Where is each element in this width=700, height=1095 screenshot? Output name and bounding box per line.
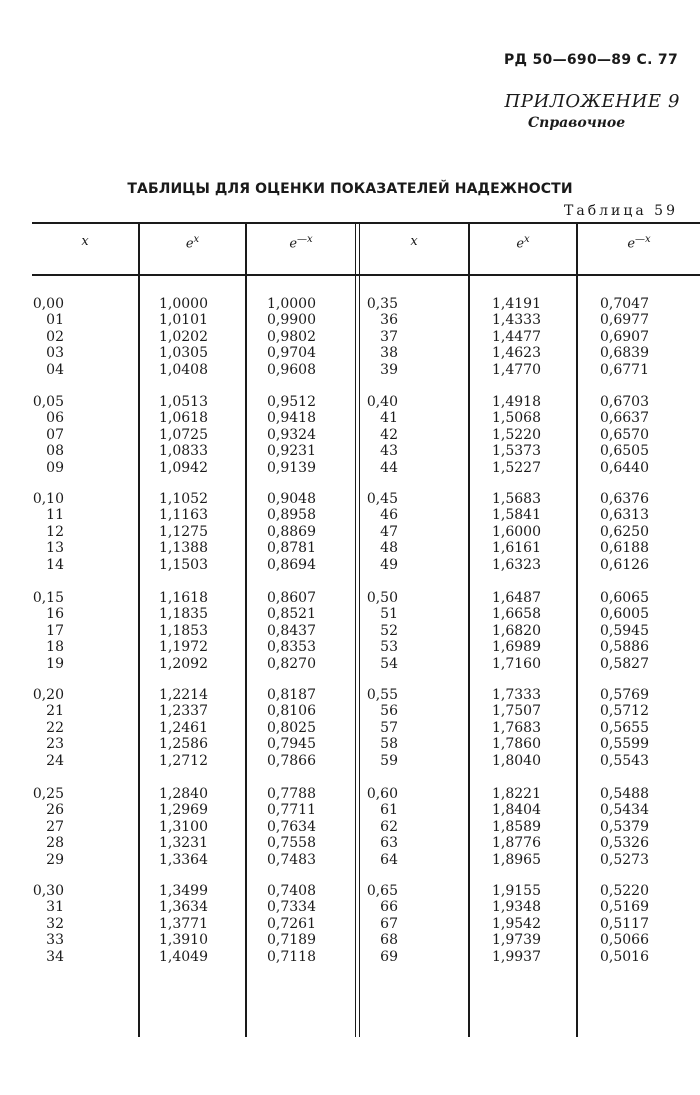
table-cell: 0,6188 <box>600 540 649 557</box>
table-cell: 13 <box>46 540 64 557</box>
exp-value-column <box>159 786 239 868</box>
table-cell: 61 <box>380 802 398 819</box>
table-cell: 51 <box>380 606 398 623</box>
table-cell: 52 <box>380 622 398 639</box>
table-cell: 1,2969 <box>159 802 208 819</box>
table-cell: 0,9048 <box>267 491 316 507</box>
table-cell: 28 <box>46 835 64 852</box>
table-cell: 0,7189 <box>267 932 316 949</box>
table-cell: 1,3231 <box>159 835 208 852</box>
table-header-rule <box>32 274 700 276</box>
table-cell: 31 <box>46 899 64 916</box>
table-cell: 01 <box>46 312 64 329</box>
table-cell: 1,2712 <box>159 752 208 769</box>
table-cell: 0,8437 <box>267 622 316 639</box>
table-cell: 1,7160 <box>492 655 541 672</box>
header-x-left: x <box>81 234 89 249</box>
x-value-column <box>32 590 64 672</box>
table-cell: 0,9324 <box>267 426 316 443</box>
table-cell: 0,6505 <box>600 443 649 460</box>
table-cell: 0,6376 <box>600 491 649 507</box>
x-value-column <box>32 296 64 378</box>
table-cell: 0,20 <box>32 687 64 703</box>
table-cell: 1,2461 <box>159 719 208 736</box>
header-ex-left: $e^x$ <box>185 234 200 252</box>
table-cell: 0,5769 <box>600 687 649 703</box>
table-cell: 59 <box>380 752 398 769</box>
exp-neg-value-column <box>600 296 680 378</box>
table-cell: 0,60 <box>366 786 398 802</box>
table-cell: 0,30 <box>32 883 64 899</box>
x-value-column <box>32 491 64 573</box>
table-cell: 0,6839 <box>600 345 649 362</box>
table-cell: 62 <box>380 818 398 835</box>
table-cell: 0,6313 <box>600 507 649 524</box>
exp-value-column <box>492 394 572 476</box>
table-cell: 0,5066 <box>600 932 649 949</box>
table-cell: 0,5543 <box>600 752 649 769</box>
table-cell: 0,00 <box>32 296 64 312</box>
table-cell: 04 <box>46 361 64 378</box>
table-cell: 0,7788 <box>267 786 316 802</box>
table-cell: 23 <box>46 736 64 753</box>
table-cell: 16 <box>46 606 64 623</box>
exp-neg-value-column <box>267 590 347 672</box>
table-cell: 1,6323 <box>492 556 541 573</box>
table-cell: 17 <box>46 622 64 639</box>
exp-neg-value-column <box>267 296 347 378</box>
exp-neg-value-column <box>267 786 347 868</box>
x-value-column <box>362 687 398 769</box>
exp-neg-value-column <box>600 786 680 868</box>
table-cell: 1,6820 <box>492 622 541 639</box>
table-cell: 1,5220 <box>492 426 541 443</box>
table-cell: 0,5945 <box>600 622 649 639</box>
x-value-column <box>362 590 398 672</box>
table-cell: 06 <box>46 410 64 427</box>
table-cell: 1,0618 <box>159 410 208 427</box>
table-cell: 0,8353 <box>267 639 316 656</box>
table-cell: 1,3364 <box>159 851 208 868</box>
exp-value-column <box>492 296 572 378</box>
table-cell: 1,5373 <box>492 443 541 460</box>
table-cell: 0,9231 <box>267 443 316 460</box>
table-cell: 1,2337 <box>159 703 208 720</box>
table-cell: 0,9139 <box>267 459 316 476</box>
table-cell: 19 <box>46 655 64 672</box>
row-group <box>0 296 700 384</box>
table-cell: 1,4049 <box>159 948 208 965</box>
table-cell: 1,1388 <box>159 540 208 557</box>
table-cell: 0,8958 <box>267 507 316 524</box>
table-cell: 0,05 <box>32 394 64 410</box>
table-cell: 0,8270 <box>267 655 316 672</box>
table-cell: 0,9900 <box>267 312 316 329</box>
table-cell: 1,5841 <box>492 507 541 524</box>
table-cell: 1,1618 <box>159 590 208 606</box>
x-value-column <box>32 394 64 476</box>
table-cell: 49 <box>380 556 398 573</box>
table-cell: 26 <box>46 802 64 819</box>
table-cell: 58 <box>380 736 398 753</box>
table-cell: 1,4623 <box>492 345 541 362</box>
table-cell: 33 <box>46 932 64 949</box>
x-value-column <box>32 786 64 868</box>
table-cell: 29 <box>46 851 64 868</box>
table-cell: 0,5488 <box>600 786 649 802</box>
table-cell: 0,9802 <box>267 328 316 345</box>
table-cell: 47 <box>380 523 398 540</box>
exp-value-column <box>159 394 239 476</box>
table-cell: 11 <box>46 507 64 524</box>
table-cell: 53 <box>380 639 398 656</box>
table-cell: 1,0833 <box>159 443 208 460</box>
table-cell: 64 <box>380 851 398 868</box>
table-cell: 0,8781 <box>267 540 316 557</box>
table-cell: 1,4333 <box>492 312 541 329</box>
table-cell: 38 <box>380 345 398 362</box>
table-cell: 0,7334 <box>267 899 316 916</box>
row-group <box>0 883 700 971</box>
table-cell: 42 <box>380 426 398 443</box>
exp-neg-value-column <box>600 883 680 965</box>
table-cell: 0,7866 <box>267 752 316 769</box>
table-cell: 44 <box>380 459 398 476</box>
appendix-title: ПРИЛОЖЕНИЕ 9 <box>504 91 680 112</box>
table-cell: 0,5712 <box>600 703 649 720</box>
exp-neg-value-column <box>600 687 680 769</box>
table-cell: 0,55 <box>366 687 398 703</box>
row-group <box>0 394 700 482</box>
table-cell: 37 <box>380 328 398 345</box>
exp-value-column <box>159 687 239 769</box>
table-cell: 66 <box>380 899 398 916</box>
table-cell: 0,10 <box>32 491 64 507</box>
table-cell: 0,6907 <box>600 328 649 345</box>
table-cell: 1,8776 <box>492 835 541 852</box>
table-cell: 68 <box>380 932 398 949</box>
table-cell: 1,2092 <box>159 655 208 672</box>
x-value-column <box>32 883 64 965</box>
table-cell: 1,2840 <box>159 786 208 802</box>
appendix-subtitle: Справочное <box>528 115 626 131</box>
table-cell: 0,5655 <box>600 719 649 736</box>
table-cell: 36 <box>380 312 398 329</box>
table-cell: 0,40 <box>366 394 398 410</box>
table-cell: 0,5379 <box>600 818 649 835</box>
table-cell: 0,50 <box>366 590 398 606</box>
exp-value-column <box>492 687 572 769</box>
table-cell: 69 <box>380 948 398 965</box>
table-cell: 1,4770 <box>492 361 541 378</box>
table-cell: 1,7683 <box>492 719 541 736</box>
table-cell: 1,9348 <box>492 899 541 916</box>
table-cell: 0,8025 <box>267 719 316 736</box>
table-cell: 1,4918 <box>492 394 541 410</box>
table-cell: 0,8106 <box>267 703 316 720</box>
table-cell: 1,3100 <box>159 818 208 835</box>
table-cell: 0,25 <box>32 786 64 802</box>
table-cell: 34 <box>46 948 64 965</box>
table-cell: 0,8521 <box>267 606 316 623</box>
table-cell: 1,9739 <box>492 932 541 949</box>
table-cell: 03 <box>46 345 64 362</box>
table-cell: 0,7047 <box>600 296 649 312</box>
table-cell: 1,8965 <box>492 851 541 868</box>
table-cell: 0,7408 <box>267 883 316 899</box>
x-value-column <box>362 883 398 965</box>
table-cell: 1,3499 <box>159 883 208 899</box>
table-cell: 1,0000 <box>267 296 316 312</box>
table-cell: 0,65 <box>366 883 398 899</box>
table-cell: 0,5886 <box>600 639 649 656</box>
table-cell: 0,7945 <box>267 736 316 753</box>
table-cell: 1,7333 <box>492 687 541 703</box>
table-cell: 18 <box>46 639 64 656</box>
table-cell: 1,1972 <box>159 639 208 656</box>
row-group <box>0 491 700 579</box>
table-cell: 32 <box>46 915 64 932</box>
table-cell: 0,8187 <box>267 687 316 703</box>
table-cell: 1,0000 <box>159 296 208 312</box>
table-cell: 1,6000 <box>492 523 541 540</box>
exp-neg-value-column <box>267 491 347 573</box>
table-cell: 21 <box>46 703 64 720</box>
table-cell: 1,8404 <box>492 802 541 819</box>
table-cell: 1,2214 <box>159 687 208 703</box>
table-cell: 63 <box>380 835 398 852</box>
table-cell: 1,5683 <box>492 491 541 507</box>
exp-value-column <box>492 590 572 672</box>
table-cell: 1,0202 <box>159 328 208 345</box>
table-cell: 1,7860 <box>492 736 541 753</box>
table-cell: 1,6989 <box>492 639 541 656</box>
table-cell: 1,3634 <box>159 899 208 916</box>
row-group <box>0 786 700 874</box>
header-x-right: x <box>410 234 418 249</box>
table-cell: 0,6977 <box>600 312 649 329</box>
table-cell: 1,9937 <box>492 948 541 965</box>
table-cell: 1,0942 <box>159 459 208 476</box>
table-cell: 0,7711 <box>267 802 316 819</box>
table-cell: 0,6637 <box>600 410 649 427</box>
row-group <box>0 590 700 678</box>
table-cell: 1,1853 <box>159 622 208 639</box>
x-value-column <box>362 296 398 378</box>
table-cell: 67 <box>380 915 398 932</box>
table-cell: 0,5599 <box>600 736 649 753</box>
table-cell: 0,6065 <box>600 590 649 606</box>
table-cell: 46 <box>380 507 398 524</box>
table-cell: 0,8869 <box>267 523 316 540</box>
x-value-column <box>362 491 398 573</box>
table-cell: 39 <box>380 361 398 378</box>
table-cell: 57 <box>380 719 398 736</box>
exp-neg-value-column <box>600 590 680 672</box>
table-cell: 0,5273 <box>600 851 649 868</box>
exp-neg-value-column <box>600 394 680 476</box>
table-cell: 07 <box>46 426 64 443</box>
table-cell: 0,35 <box>366 296 398 312</box>
table-cell: 0,5117 <box>600 915 649 932</box>
table-cell: 1,9155 <box>492 883 541 899</box>
exp-value-column <box>159 590 239 672</box>
table-cell: 1,2586 <box>159 736 208 753</box>
table-cell: 1,0101 <box>159 312 208 329</box>
table-cell: 1,6487 <box>492 590 541 606</box>
table-cell: 0,9704 <box>267 345 316 362</box>
table-cell: 1,1163 <box>159 507 208 524</box>
table-cell: 0,5169 <box>600 899 649 916</box>
table-cell: 0,8694 <box>267 556 316 573</box>
table-cell: 0,7558 <box>267 835 316 852</box>
x-value-column <box>362 394 398 476</box>
table-cell: 0,7483 <box>267 851 316 868</box>
table-cell: 09 <box>46 459 64 476</box>
table-cell: 0,6005 <box>600 606 649 623</box>
table-label: Таблица 59 <box>564 203 678 219</box>
table-cell: 24 <box>46 752 64 769</box>
exp-neg-value-column <box>267 394 347 476</box>
table-cell: 0,7261 <box>267 915 316 932</box>
table-cell: 1,8040 <box>492 752 541 769</box>
table-cell: 12 <box>46 523 64 540</box>
table-cell: 1,9542 <box>492 915 541 932</box>
table-cell: 1,5068 <box>492 410 541 427</box>
table-cell: 0,6570 <box>600 426 649 443</box>
table-cell: 1,3771 <box>159 915 208 932</box>
header-emx-left: $e^{—x}$ <box>289 234 313 252</box>
table-cell: 1,4477 <box>492 328 541 345</box>
exp-value-column <box>492 491 572 573</box>
exp-value-column <box>159 296 239 378</box>
table-cell: 1,1275 <box>159 523 208 540</box>
table-cell: 0,6771 <box>600 361 649 378</box>
table-cell: 0,9608 <box>267 361 316 378</box>
table-cell: 1,5227 <box>492 459 541 476</box>
table-cell: 1,7507 <box>492 703 541 720</box>
exp-value-column <box>492 786 572 868</box>
table-cell: 1,0408 <box>159 361 208 378</box>
document-title: ТАБЛИЦЫ ДЛЯ ОЦЕНКИ ПОКАЗАТЕЛЕЙ НАДЕЖНОСТИ <box>127 181 573 197</box>
exp-neg-value-column <box>600 491 680 573</box>
table-cell: 1,6658 <box>492 606 541 623</box>
table-cell: 0,5827 <box>600 655 649 672</box>
exp-neg-value-column <box>267 687 347 769</box>
table-cell: 56 <box>380 703 398 720</box>
exp-value-column <box>159 491 239 573</box>
table-cell: 0,6250 <box>600 523 649 540</box>
table-cell: 1,0725 <box>159 426 208 443</box>
table-cell: 1,8589 <box>492 818 541 835</box>
table-cell: 54 <box>380 655 398 672</box>
table-cell: 02 <box>46 328 64 345</box>
table-cell: 1,8221 <box>492 786 541 802</box>
table-cell: 0,5326 <box>600 835 649 852</box>
table-cell: 43 <box>380 443 398 460</box>
row-group <box>0 687 700 775</box>
table-cell: 41 <box>380 410 398 427</box>
table-cell: 0,6440 <box>600 459 649 476</box>
table-cell: 1,4191 <box>492 296 541 312</box>
table-cell: 1,1052 <box>159 491 208 507</box>
x-value-column <box>32 687 64 769</box>
page-header: РД 50—690—89 С. 77 <box>503 52 678 68</box>
table-cell: 1,1835 <box>159 606 208 623</box>
table-cell: 0,5220 <box>600 883 649 899</box>
table-cell: 0,6703 <box>600 394 649 410</box>
table-cell: 08 <box>46 443 64 460</box>
table-cell: 0,5016 <box>600 948 649 965</box>
exp-value-column <box>492 883 572 965</box>
header-emx-right: $e^{—x}$ <box>627 234 651 252</box>
table-cell: 22 <box>46 719 64 736</box>
table-cell: 0,6126 <box>600 556 649 573</box>
table-cell: 1,6161 <box>492 540 541 557</box>
table-cell: 48 <box>380 540 398 557</box>
table-cell: 1,0305 <box>159 345 208 362</box>
table-cell: 0,7118 <box>267 948 316 965</box>
table-cell: 1,3910 <box>159 932 208 949</box>
table-cell: 1,1503 <box>159 556 208 573</box>
table-cell: 14 <box>46 556 64 573</box>
table-cell: 1,0513 <box>159 394 208 410</box>
table-cell: 0,8607 <box>267 590 316 606</box>
table-cell: 0,9512 <box>267 394 316 410</box>
table-cell: 0,45 <box>366 491 398 507</box>
x-value-column <box>362 786 398 868</box>
exp-value-column <box>159 883 239 965</box>
header-ex-right: $e^x$ <box>516 234 530 252</box>
table-cell: 0,7634 <box>267 818 316 835</box>
exp-neg-value-column <box>267 883 347 965</box>
table-top-rule <box>32 222 700 224</box>
table-cell: 27 <box>46 818 64 835</box>
table-cell: 0,5434 <box>600 802 649 819</box>
table-cell: 0,15 <box>32 590 64 606</box>
table-cell: 0,9418 <box>267 410 316 427</box>
